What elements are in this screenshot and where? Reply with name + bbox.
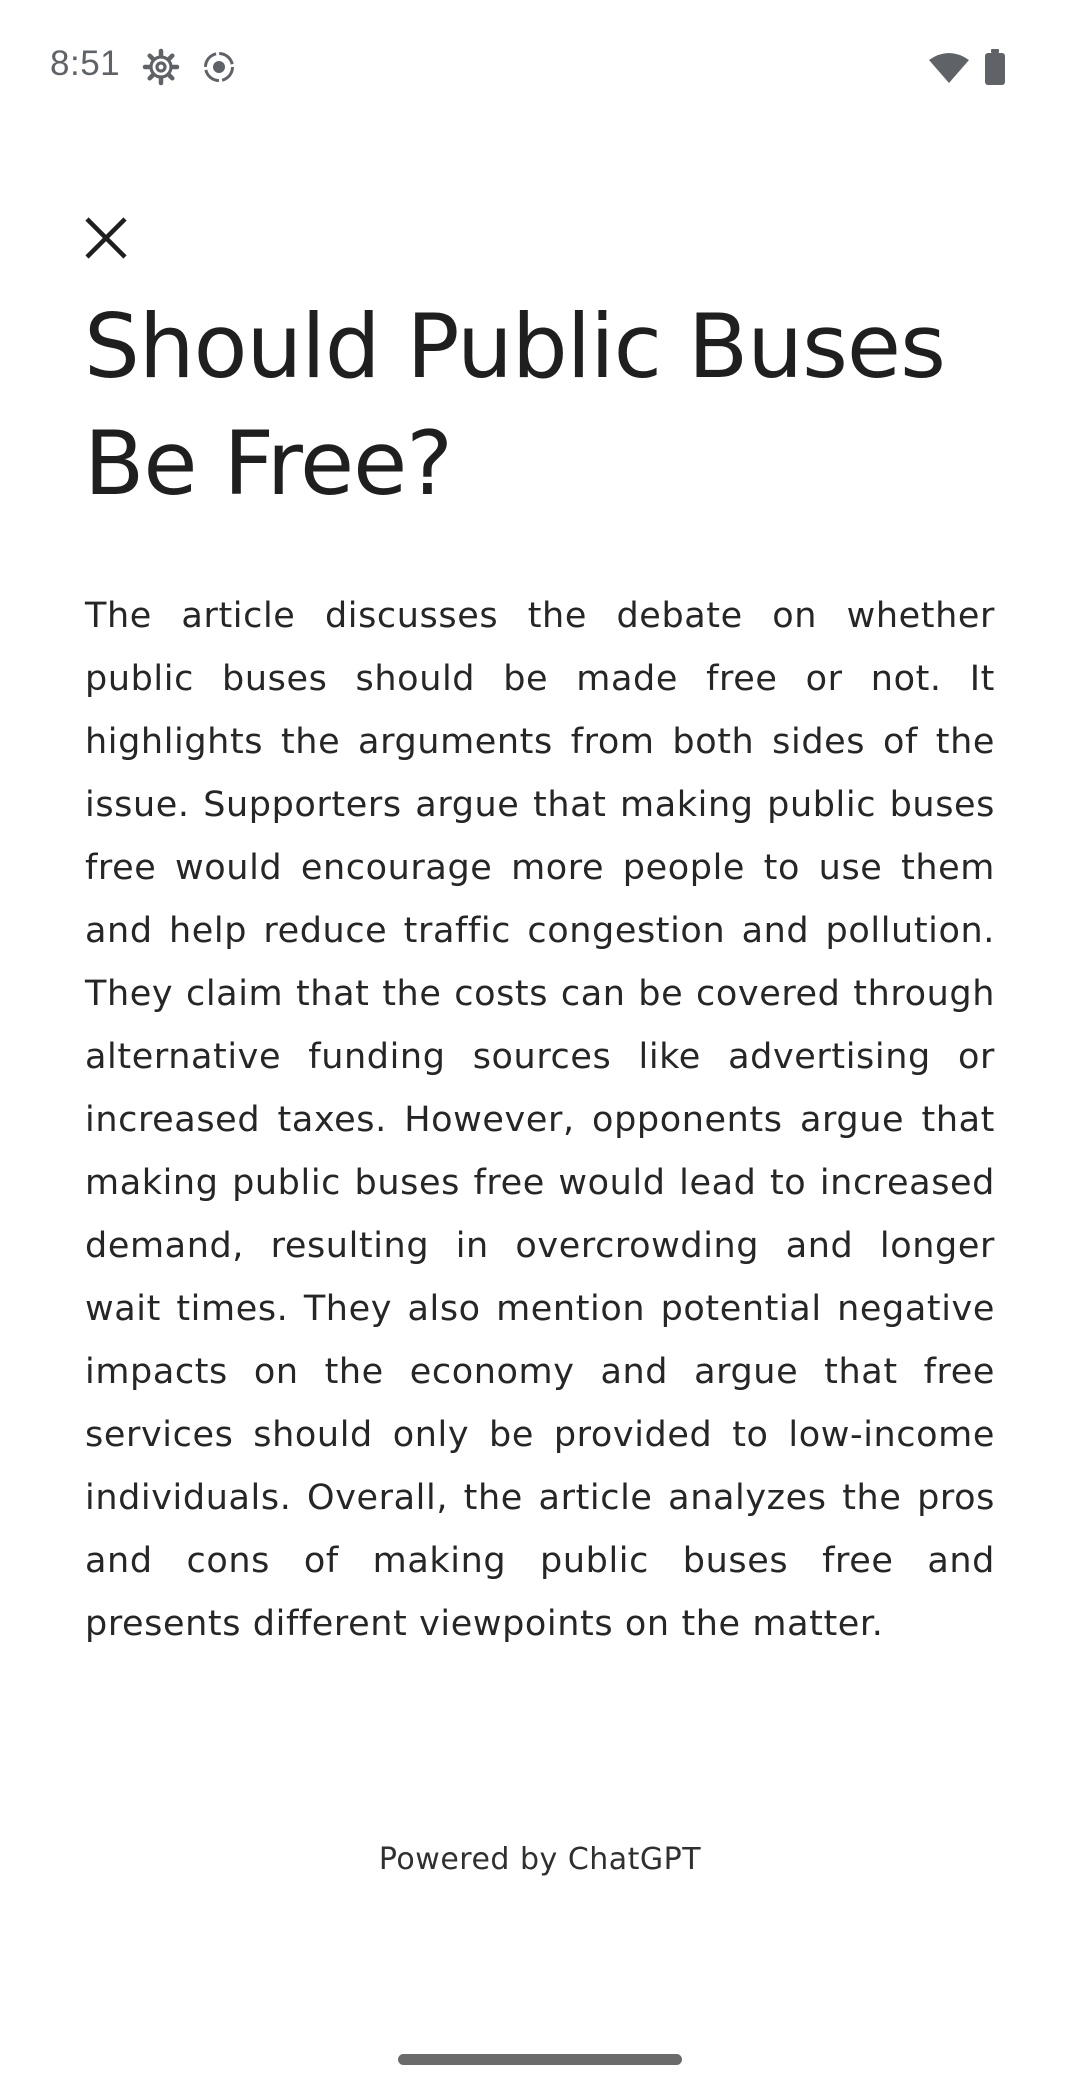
settings-gear-icon <box>142 48 180 86</box>
close-button[interactable] <box>80 212 132 264</box>
screen-record-icon <box>202 50 236 84</box>
close-icon <box>80 212 132 264</box>
article-summary: The article discusses the debate on whether public buses should be made free or not. It highlights the arguments from both sides of the issue. Supporters argue that making public buses free would encourage more people to use them and help reduce traffic congestion and pollution. They claim that the costs can be covered through alternative funding sources like advertising or increased taxes. However, opponents argue that making public buses free would lead to increased demand, resulting in overcrowding and longer wait times. They also mention potential negative impacts on the economy and argue that free services should only be provided to low-income individuals. Overall, the article analyzes the pros and cons of making public buses free and presents different viewpoints on the matter. <box>85 596 995 1644</box>
wifi-icon <box>928 52 970 84</box>
powered-by-label: Powered by ChatGPT <box>378 1842 702 1877</box>
status-bar <box>0 0 1080 132</box>
article-title: Should Public Buses Be Free? <box>84 295 945 515</box>
home-indicator[interactable] <box>398 2054 682 2065</box>
status-time: 8:51 <box>50 44 121 83</box>
battery-icon <box>984 49 1006 85</box>
